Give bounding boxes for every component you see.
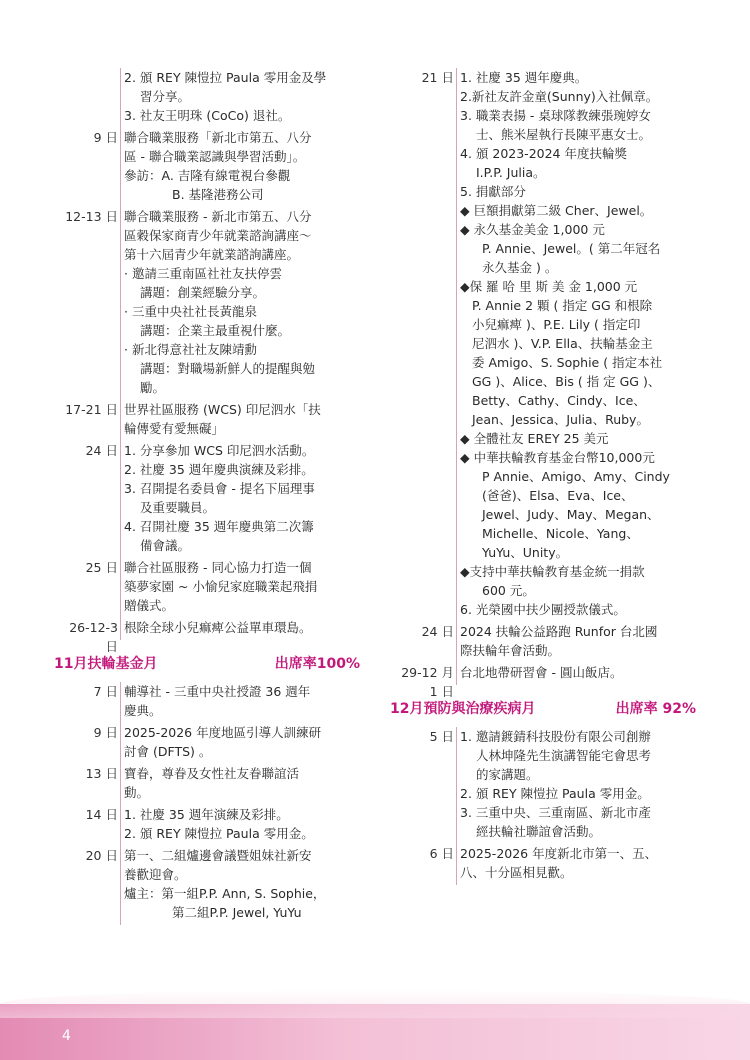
entry-line: 寶眷，尊眷及女性社友眷聯誼活: [124, 766, 300, 781]
entry-line: 4. 頒 2023-2024 年度扶輪獎: [460, 146, 627, 161]
entry-line: I.P.P. Julia。: [476, 165, 546, 180]
footer-band: [0, 1004, 750, 1060]
entry-line: 聯合職業服務「新北市第五、八分: [124, 130, 312, 145]
entry-date-text: 20 日: [85, 848, 118, 863]
entry-line: 爐主：第一組P.P. Ann, S. Sophie，: [124, 886, 326, 901]
entry-date-text: 14 日: [85, 807, 118, 822]
schedule-entry: [54, 764, 364, 805]
entry-body: [120, 207, 364, 400]
entry-body: [456, 663, 698, 685]
entry-body: [120, 682, 364, 723]
entry-date-text: 24 日: [85, 443, 118, 458]
entry-line: 築夢家園 ~ 小愉兒家庭職業起飛捐: [124, 579, 318, 594]
entry-line: 人林坤隆先生演講智能宅會思考: [476, 748, 652, 763]
entry-line: 2025-2026 年度地區引導人訓練研: [124, 725, 322, 740]
entry-line: 3. 職業表揚 - 桌球隊教練張琬婷女: [460, 108, 651, 123]
attendance-rate: 出席率 92%: [615, 701, 696, 717]
entry-line: 6. 光榮國中扶少團授款儀式。: [460, 602, 626, 617]
schedule-entry: [54, 400, 364, 441]
entry-line: 委 Amigo、S. Sophie ( 指定本社: [472, 355, 663, 370]
entry-line: ◆ 巨額捐獻第二級 Cher、Jewel。: [460, 203, 653, 218]
entry-body: [120, 805, 364, 846]
entry-date-text: 9 日: [93, 130, 118, 145]
entry-line: 第一、二組爐邊會議暨姐妹社新安: [124, 848, 312, 863]
entry-date: [54, 682, 118, 701]
schedule-entry: [392, 68, 698, 622]
entry-date-text: 9 日: [93, 725, 118, 740]
entry-line: 慶典。: [124, 703, 162, 718]
right-bottom-entries: [392, 727, 698, 885]
schedule-entry: [54, 441, 364, 558]
entry-line: 2025-2026 年度新北市第一、五、: [460, 846, 658, 861]
entry-body: [120, 846, 364, 925]
entry-body: [120, 618, 364, 640]
entry-date-text-cont: 日: [105, 639, 118, 654]
entry-line: 講題：對職場新鮮人的提醒與勉: [140, 361, 316, 376]
entry-line: 講題：企業主最重視什麼。: [140, 323, 291, 338]
entry-line: 經扶輪社聯誼會活動。: [476, 824, 602, 839]
entry-line: ◆ 永久基金美金 1,000 元: [460, 222, 605, 237]
entry-line: 聯合社區服務 - 同心協力打造一個: [124, 560, 312, 575]
entry-line: 1. 社慶 35 週年慶典。: [460, 70, 588, 85]
schedule-entry: [54, 846, 364, 925]
entry-date: [54, 764, 118, 783]
schedule-entry: [54, 68, 364, 128]
entry-line: 習分享。: [140, 89, 191, 104]
entry-line: 際扶輪年會活動。: [460, 643, 561, 658]
schedule-entry: [392, 844, 698, 885]
entry-line: 3. 三重中央、三重南區、新北市產: [460, 805, 651, 820]
schedule-entry: [392, 622, 698, 663]
left-top-entries: [54, 68, 364, 654]
entry-line: 輔導社 - 三重中央社授證 36 週年: [124, 684, 311, 699]
entry-date-text: 13 日: [85, 766, 118, 781]
entry-line: 2. 頒 REY 陳愷拉 Paula 零用金。: [460, 786, 650, 801]
entry-line: P Annie、Amigo、Amy、Cindy: [482, 469, 670, 484]
entry-line: 輪傳愛有愛無礙」: [124, 421, 225, 436]
entry-date: [54, 723, 118, 742]
entry-line: 養歡迎會。: [124, 867, 187, 882]
entry-line: 講題：創業經驗分享。: [140, 285, 266, 300]
entry-line: ◆保 羅 哈 里 斯 美 金 1,000 元: [460, 279, 638, 294]
entry-line: 世界社區服務 (WCS) 印尼泗水「扶: [124, 402, 321, 417]
entry-body: [120, 400, 364, 441]
november-section-heading: [54, 654, 364, 674]
entry-body: [120, 128, 364, 207]
entry-line: 台北地帶研習會 - 圓山飯店。: [460, 665, 623, 680]
entry-date-text: 5 日: [429, 729, 454, 744]
entry-line: 區穀保家商青少年就業諮詢講座～: [124, 228, 312, 243]
entry-line: ◆ 全體社友 EREY 25 美元: [460, 431, 609, 446]
entry-line: 根除全球小兒痲痺公益單車環島。: [124, 620, 312, 635]
schedule-entry: [54, 618, 364, 654]
entry-date-text: 21 日: [421, 70, 454, 85]
schedule-entry: [392, 663, 698, 699]
schedule-entry: [54, 207, 364, 400]
entry-line: 聯合職業服務 - 新北市第五、八分: [124, 209, 312, 224]
entry-line: 贈儀式。: [124, 598, 175, 613]
entry-line: · 邀請三重南區社社友扶停雲: [124, 266, 282, 281]
schedule-entry: [54, 682, 364, 723]
entry-line: 1. 分享參加 WCS 印尼泗水活動。: [124, 443, 315, 458]
entry-line: 第二組P.P. Jewel, YuYu: [172, 905, 302, 920]
entry-line: (爸爸)、Elsa、Eva、Ice、: [482, 488, 634, 503]
entry-line: 永久基金 ) 。: [482, 260, 558, 275]
december-section-heading: [390, 699, 698, 719]
entry-line: 及重要職員。: [140, 500, 216, 515]
entry-line: 區 - 聯合職業認識與學習活動」。: [124, 149, 306, 164]
entry-line: YuYu、Unity。: [482, 545, 569, 560]
entry-line: 1. 邀請鍍錆科技股份有限公司創辦: [460, 729, 651, 744]
entry-line: 2024 扶輪公益路跑 Runfor 台北國: [460, 624, 658, 639]
entry-date: [54, 400, 118, 419]
entry-line: 備會議。: [140, 538, 191, 553]
entry-date: [392, 663, 454, 701]
left-column: [54, 68, 364, 925]
section-title: 11月扶輪基金月: [54, 656, 158, 672]
entry-date: [54, 618, 118, 656]
entry-date: [54, 558, 118, 577]
entry-date: [54, 207, 118, 226]
entry-line: 勵。: [140, 380, 166, 395]
entry-line: Jewel、Judy、May、Megan、: [482, 507, 660, 522]
entry-line: 2. 頒 REY 陳愷拉 Paula 零用金及學: [124, 70, 327, 85]
entry-line: Jean、Jessica、Julia、Ruby。: [472, 412, 649, 427]
entry-body: [456, 68, 698, 622]
entry-line: 動。: [124, 785, 150, 800]
entry-line: 尼泗水 )、V.P. Ella、扶輪基金主: [472, 336, 653, 351]
entry-date-text: 26-12-3: [69, 620, 118, 635]
schedule-entry: [54, 128, 364, 207]
entry-line: 1. 社慶 35 週年演練及彩排。: [124, 807, 289, 822]
section-title: 12月預防與治療疾病月: [390, 701, 536, 717]
schedule-entry: [54, 805, 364, 846]
entry-line: 2.新社友許金童(Sunny)入社佩章。: [460, 89, 659, 104]
entry-date-text: 29-12 月: [401, 665, 454, 680]
page-number: 4: [62, 1028, 71, 1044]
entry-line: 八、十分區相見歡。: [460, 865, 573, 880]
entry-line: 士、熊米屋執行長陳平惠女士。: [476, 127, 652, 142]
entry-date-text: 7 日: [93, 684, 118, 699]
schedule-entry: [54, 558, 364, 618]
entry-date: [392, 622, 454, 641]
entry-line: 3. 召開提名委員會 - 提名下屆理事: [124, 481, 315, 496]
entry-line: 600 元。: [482, 583, 535, 598]
entry-line: · 三重中央社社長黃龍泉: [124, 304, 257, 319]
entry-line: P. Annie、Jewel。( 第二年冠名: [482, 241, 661, 256]
entry-line: Michelle、Nicole、Yang、: [482, 526, 639, 541]
entry-date-text-cont: 1 日: [429, 684, 454, 699]
schedule-entry: [392, 727, 698, 844]
entry-date: [392, 727, 454, 746]
entry-date: [54, 846, 118, 865]
entry-body: [456, 727, 698, 844]
entry-body: [120, 441, 364, 558]
entry-body: [120, 723, 364, 764]
entry-line: 2. 社慶 35 週年慶典演練及彩排。: [124, 462, 314, 477]
entry-body: [456, 844, 698, 885]
entry-body: [120, 764, 364, 805]
entry-date-text: 6 日: [429, 846, 454, 861]
entry-date: [392, 68, 454, 87]
entry-line: 參訪：A. 吉隆有線電視台參觀: [124, 168, 291, 183]
entry-line: 5. 捐獻部分: [460, 184, 526, 199]
entry-line: ◆支持中華扶輪教育基金統一捐款: [460, 564, 645, 579]
entry-line: B. 基隆港務公司: [172, 187, 264, 202]
right-top-entries: [392, 68, 698, 699]
entry-line: Betty、Cathy、Cindy、Ice、: [472, 393, 646, 408]
entry-line: GG )、Alice、Bis ( 指 定 GG )、: [472, 374, 661, 389]
entry-line: P. Annie 2 顆 ( 指定 GG 和根除: [472, 298, 653, 313]
entry-line: ◆ 中華扶輪教育基金台幣10,000元: [460, 450, 655, 465]
entry-body: [456, 622, 698, 663]
entry-date: [54, 441, 118, 460]
entry-date-text: 12-13 日: [65, 209, 118, 224]
entry-date: [54, 128, 118, 147]
entry-date: [392, 844, 454, 863]
entry-date: [54, 805, 118, 824]
entry-line: · 新北得意社社友陳靖勳: [124, 342, 257, 357]
entry-date-text: 25 日: [85, 560, 118, 575]
entry-line: 的家講題。: [476, 767, 539, 782]
left-bottom-entries: [54, 682, 364, 925]
attendance-rate: 出席率100%: [274, 656, 360, 672]
entry-body: [120, 68, 364, 128]
entry-line: 第十六屆青少年就業諮詢講座。: [124, 247, 300, 262]
entry-body: [120, 558, 364, 618]
schedule-entry: [54, 723, 364, 764]
entry-date-text: 24 日: [421, 624, 454, 639]
right-column: [392, 68, 698, 885]
entry-line: 小兒痲痺 )、P.E. Lily ( 指定印: [472, 317, 641, 332]
entry-line: 3. 社友王明珠 (CoCo) 退社。: [124, 108, 291, 123]
entry-line: 討會 (DFTS) 。: [124, 744, 212, 759]
entry-line: 4. 召開社慶 35 週年慶典第二次籌: [124, 519, 314, 534]
entry-line: 2. 頒 REY 陳愷拉 Paula 零用金。: [124, 826, 314, 841]
entry-date-text: 17-21 日: [65, 402, 118, 417]
